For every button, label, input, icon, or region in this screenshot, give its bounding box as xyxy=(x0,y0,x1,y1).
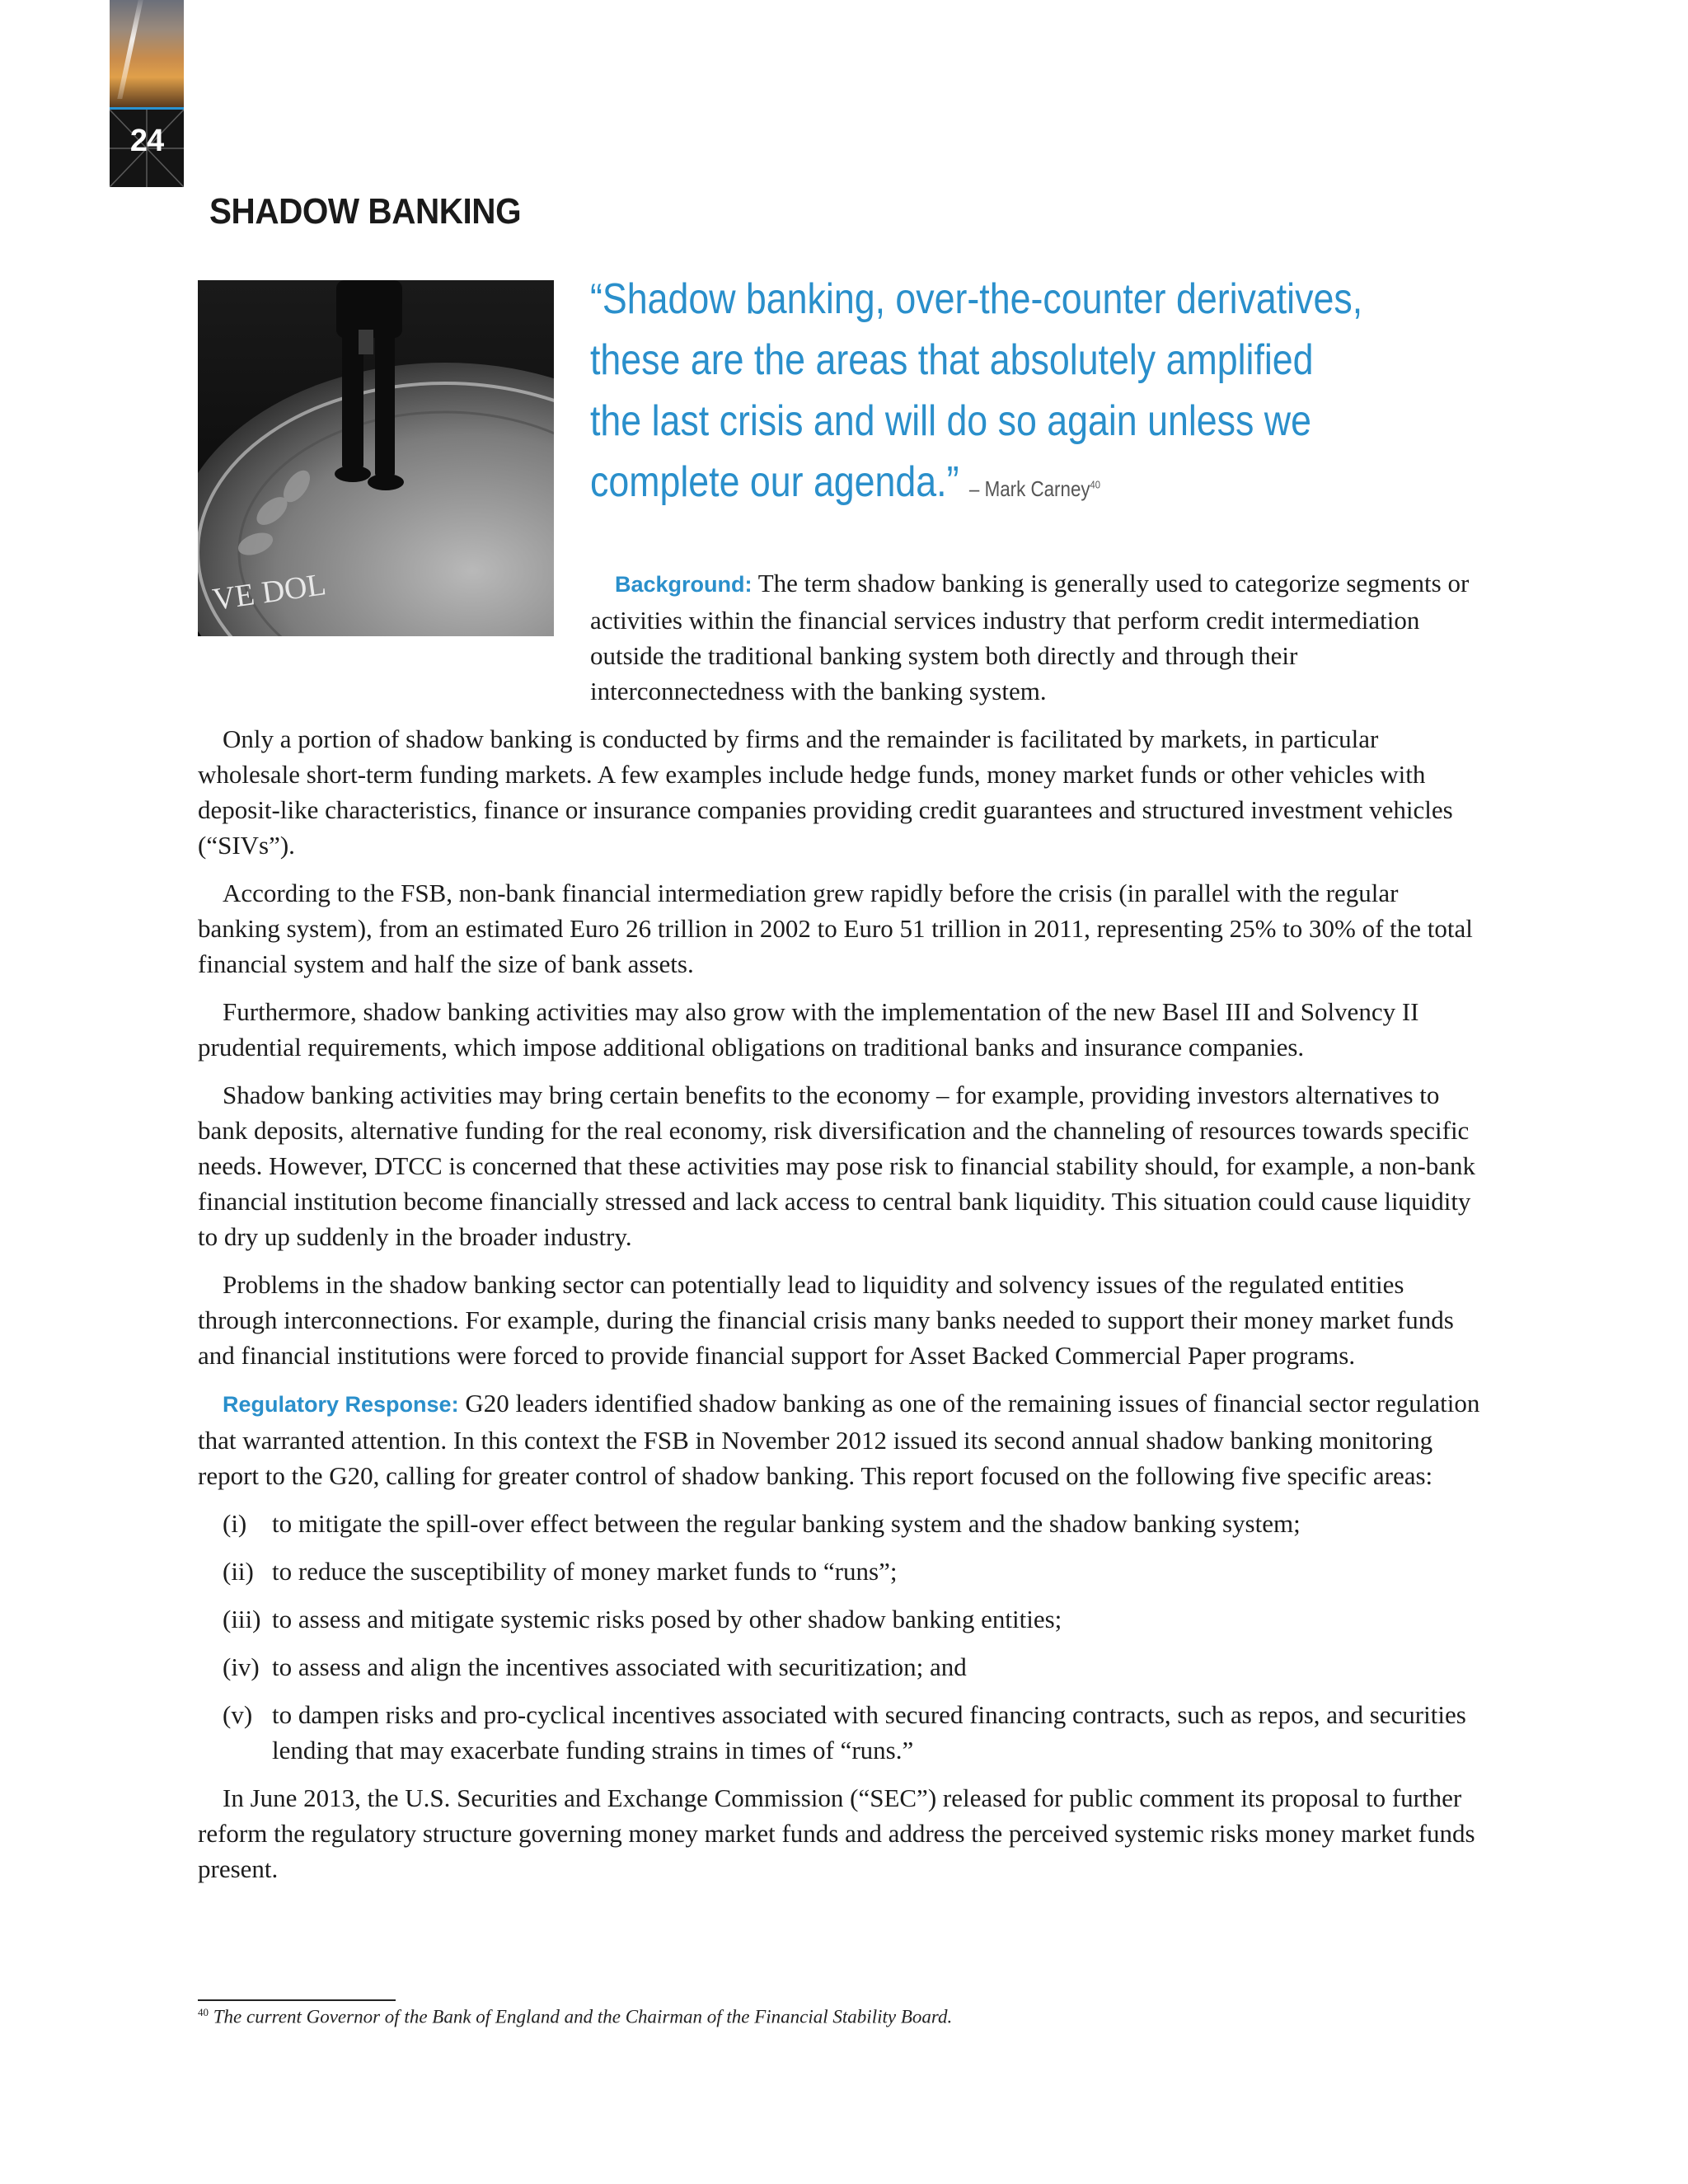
paragraph: Shadow banking activities may bring certain benefits to the economy – for example, providing investors alternatives to bank deposits, alternative funding for the real economy, risk diversification and the channeling of resources towards specific needs. However, DTCC is concerned that these activities may pose risk to financial stability should, for example, a non-bank financial institution become financially stressed and lack access to central bank liquidity. This situation could cause liquidity to dry up suddenly in the broader industry. xyxy=(198,1080,1476,1251)
footnote xyxy=(198,2006,952,2028)
paragraph-background: Background: The term shadow banking is generally used to categorize segments or activities within the financial services industry that perform credit intermediation outside the traditional banking system both directly and through their interconnectedness with the banking system. xyxy=(590,569,1470,705)
list-item: (i) to mitigate the spill-over effect between the regular banking system and the shadow banking system; xyxy=(223,1509,1301,1538)
coin-inscription: VE DOL xyxy=(210,567,329,617)
page-number: 24 xyxy=(129,124,164,158)
list-item: (iv) to assess and align the incentives associated with securitization; and xyxy=(223,1652,967,1681)
paragraph: According to the FSB, non-bank financial intermediation grew rapidly before the crisis (in parallel with the regular banking system), from an estimated Euro 26 trillion in 2002 to Euro 51 trillion in 2011, representing 25% to 30% of the total financial system and half the size of bank assets. xyxy=(198,879,1473,978)
paragraph-regulatory: Regulatory Response: G20 leaders identified shadow banking as one of the remaining issues of financial sector regulation that warranted attention. In this context the FSB in November 2012 issued its second annual shadow banking monitoring report to the G20, calling for greater control of shadow banking. This report focused on the following five specific areas: xyxy=(198,1389,1480,1490)
quote-text: “Shadow banking, over-the-counter derivatives, these are the areas that absolutely amplified the last crisis and will do so again unless we complete our agenda.” xyxy=(590,275,1363,506)
footnote-number: 40 xyxy=(198,2006,209,2018)
footnote-ref: 40 xyxy=(1090,478,1100,491)
page-tab xyxy=(110,0,184,187)
list-item: (ii) to reduce the susceptibility of money market funds to “runs”; xyxy=(223,1557,898,1586)
footnote-divider xyxy=(198,1999,396,2001)
quote-attribution: – Mark Carney$^{40}$ xyxy=(968,476,1100,501)
pull-quote xyxy=(590,269,1370,519)
list-item: (v) to dampen risks and pro-cyclical incentives associated with secured financing contracts, such as repos, and securities lending that may exacerbate funding strains in times of “runs.” xyxy=(223,1700,1466,1765)
label-regulatory: Regulatory Response: xyxy=(223,1392,459,1417)
section-title: SHADOW BANKING xyxy=(209,191,522,232)
article-body xyxy=(198,565,1484,1899)
paragraph: Furthermore, shadow banking activities may also grow with the implementation of the new Basel III and Solvency II prudential requirements, which impose additional obligations on traditional banks and insurance companies. xyxy=(198,997,1419,1062)
paragraph: Only a portion of shadow banking is conducted by firms and the remainder is facilitated by markets, in particular wholesale short-term funding markets. A few examples include hedge funds, money market funds or other vehicles with deposit-like characteristics, finance or insurance companies providing credit guarantees and structured investment vehicles (“SIVs”). xyxy=(198,724,1453,860)
list-item: (iii) to assess and mitigate systemic risks posed by other shadow banking entities; xyxy=(223,1605,1062,1633)
paragraph: In June 2013, the U.S. Securities and Exchange Commission (“SEC”) released for public comment its proposal to further reform the regulatory structure governing money market funds and address the perceived systemic risks money market funds present. xyxy=(198,1783,1475,1883)
label-background: Background: xyxy=(615,572,753,597)
focus-areas-list xyxy=(198,1506,1484,1768)
footnote-text: The current Governor of the Bank of England and the Chairman of the Financial Stability Board. xyxy=(213,2006,953,2027)
paragraph: Problems in the shadow banking sector can potentially lead to liquidity and solvency issues of the regulated entities through interconnections. For example, during the financial crisis many banks needed to support their money market funds and financial institutions were forced to provide financial support for Asset Backed Commercial Paper programs. xyxy=(198,1270,1454,1370)
